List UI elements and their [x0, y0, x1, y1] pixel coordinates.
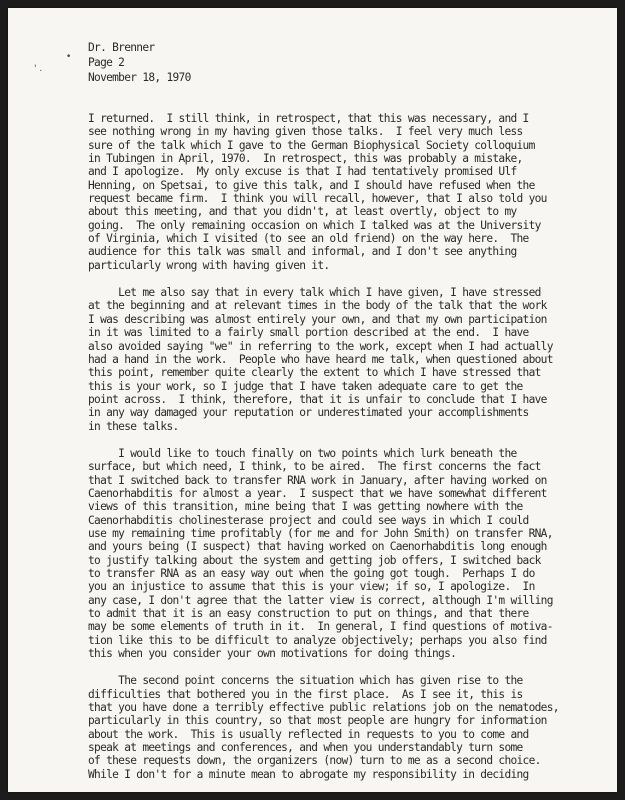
letter-body	[88, 112, 608, 792]
margin-dot-mark: •	[66, 52, 72, 62]
text-line: sure of the talk which I gave to the German Biophysical Society colloquium	[88, 138, 535, 152]
text-line: I would like to touch finally on two points which lurk beneath the	[88, 446, 517, 460]
text-line: views of this transition, mine being that I was getting nowhere with the	[88, 500, 523, 514]
text-line: to admit that it is an easy construction to put on things, and that there	[88, 607, 529, 621]
text-line: surface, but which need, I think, to be aired. The first concerns the fact	[88, 460, 541, 474]
text-line: Caenorhabditis cholinesterase project and could see ways in which I could	[88, 513, 529, 527]
paragraph	[88, 447, 608, 661]
text-line: of these requests down, the organizers (now) turn to me as a second choice.	[88, 754, 541, 768]
text-line: Caenorhabditis for almost a year. I suspect that we have somewhat different	[88, 486, 547, 500]
text-line: tion like this to be difficult to analyze objectively; perhaps you also find	[88, 633, 547, 647]
text-line: in it was limited to a fairly small portion described at the end. I have	[88, 326, 529, 340]
text-line: point across. I think, therefore, that it is unfair to conclude that I have	[88, 392, 547, 406]
letter-header	[88, 40, 191, 85]
header-date: November 18, 1970	[88, 71, 191, 84]
text-line: I returned. I still think, in retrospect, that this was necessary, and I	[88, 112, 529, 125]
text-line: of Virginia, which I visited (to see an old friend) on the way here. The	[88, 232, 529, 246]
text-line: this is your work, so I judge that I have taken adequate care to get the	[88, 379, 523, 393]
text-line: speak at meetings and conferences, and when you understandably turn some	[88, 741, 523, 755]
text-line: particularly wrong with having given it.	[88, 258, 330, 272]
text-line: Let me also say that in every talk which I have given, I have stressed	[88, 286, 541, 300]
text-line: about this meeting, and that you didn't, at least overtly, object to my	[88, 205, 517, 219]
header-page-number: Page 2	[88, 56, 125, 69]
text-line: to transfer RNA as an easy way out when the going got tough. Perhaps I do	[88, 567, 535, 580]
text-line: in any way damaged your reputation or underestimated your accomplishments	[88, 406, 529, 420]
paragraph	[88, 112, 608, 272]
text-line: going. The only remaining occasion on which I talked was at the University	[88, 218, 541, 232]
text-line: also avoided saying "we" in referring to the work, except when I had actually	[88, 339, 553, 353]
margin-tick-mark: ' .	[34, 64, 43, 74]
text-line: particularly in this country, so that most people are hungry for information	[88, 714, 547, 728]
text-line: in Tubingen in April, 1970. In retrospect, this was probably a mistake,	[88, 152, 523, 166]
paragraph	[88, 286, 608, 433]
text-line: this when you consider your own motivations for doing things.	[88, 647, 457, 661]
text-line: any case, I don't agree that the latter view is correct, although I'm willing	[88, 593, 553, 607]
text-line: at the beginning and at relevant times in the body of the talk that the work	[88, 299, 547, 313]
text-line: this point, remember quite clearly the extent to which I have stressed that	[88, 366, 541, 380]
text-line: you an injustice to assume that this is your view; if so, I apologize. In	[88, 580, 535, 594]
text-line: see nothing wrong in my having given those talks. I feel very much less	[88, 125, 523, 139]
text-line: request became firm. I think you will recall, however, that I also told you	[88, 192, 547, 206]
text-line: difficulties that bothered you in the first place. As I see it, this is	[88, 687, 523, 701]
text-line: I was describing was almost entirely your own, and that my own participation	[88, 312, 547, 326]
text-line: in these talks.	[88, 419, 179, 433]
text-line: that I switched back to transfer RNA work in January, after having worked on	[88, 473, 547, 487]
text-line: and yours being (I suspect) that having worked on Caenorhabditis long enough	[88, 540, 547, 554]
text-line: may be some elements of truth in it. In general, I find questions of motiva-	[88, 620, 553, 634]
text-line: and I apologize. My only excuse is that I had tentatively promised Ulf	[88, 165, 517, 179]
text-line: The second point concerns the situation which has given rise to the	[88, 674, 523, 688]
header-recipient: Dr. Brenner	[88, 41, 155, 54]
text-line: audience for this talk was small and informal, and I don't see anything	[88, 245, 517, 259]
text-line: to justify talking about the system and getting job offers, I switched back	[88, 553, 541, 567]
text-line: use my remaining time profitably (for me and for John Smith) on transfer RNA,	[88, 526, 553, 540]
text-line: Henning, on Spetsai, to give this talk, and I should have refused when the	[88, 178, 535, 192]
paragraph	[88, 674, 608, 781]
text-line: While I don't for a minute mean to abrogate my responsibility in deciding	[88, 767, 529, 781]
letter-page	[8, 8, 617, 792]
text-line: that you have done a terribly effective public relations job on the nematodes,	[88, 701, 559, 715]
text-line: about the work. This is usually reflected in requests to you to come and	[88, 727, 529, 741]
text-line: had a hand in the work. People who have heard me talk, when questioned about	[88, 352, 553, 366]
